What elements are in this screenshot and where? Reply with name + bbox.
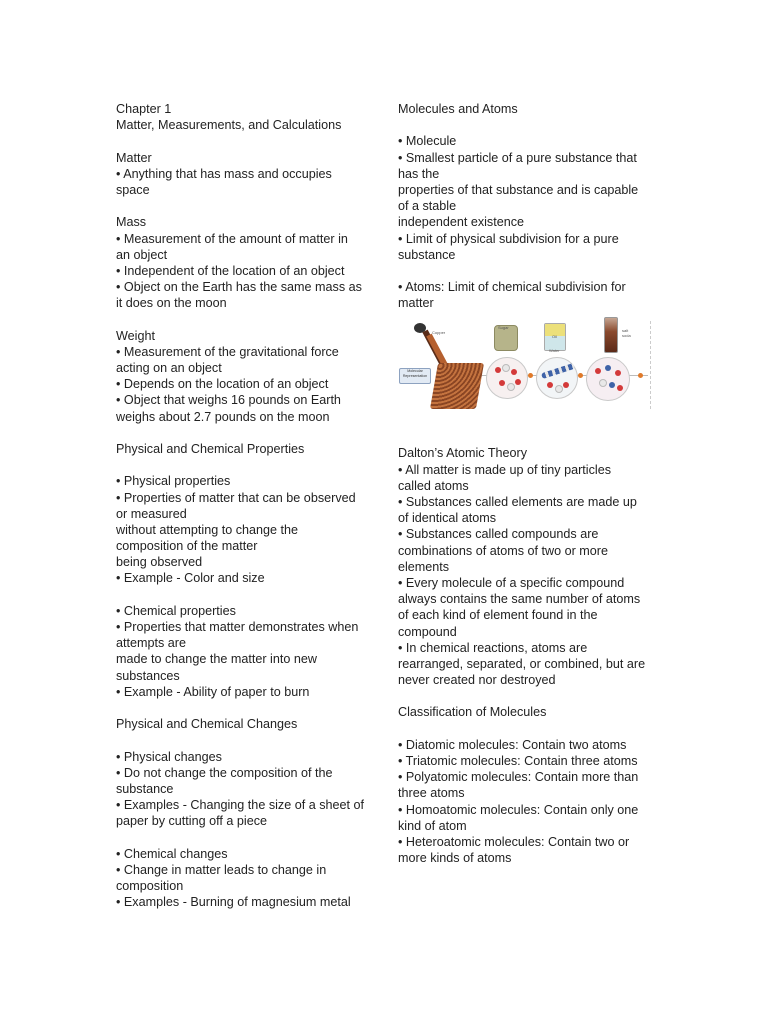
soda-glass-image (604, 317, 618, 353)
text-line: • Smallest particle of a pure substance that (398, 150, 637, 165)
label-copper: Copper (432, 330, 446, 336)
label-salt: salt (622, 328, 629, 334)
section-heading-weight: Weight (116, 328, 155, 343)
left-column (116, 101, 366, 910)
text-line: rearranged, separated, or combined, but are (398, 656, 646, 671)
text-line: • Physical changes (116, 749, 222, 764)
copper-lattice-block (430, 363, 484, 409)
section-weight (116, 328, 366, 425)
text-line: • Molecule (398, 134, 457, 149)
text-line: composition of the matter (116, 539, 258, 554)
copper-wire-image (412, 323, 428, 373)
text-line: it does on the moon (116, 296, 227, 311)
text-line: • Every molecule of a specific compound (398, 575, 625, 590)
atom-red (511, 369, 517, 375)
text-line: without attempting to change the (116, 522, 299, 537)
text-line: • Object on the Earth has the same mass as (116, 280, 362, 295)
text-line: called atoms (398, 478, 469, 493)
label-sugar: Sugar (498, 325, 509, 331)
figure-divider (650, 321, 652, 409)
text-line: compound (398, 624, 457, 639)
text-line: • Measurement of the amount of matter in (116, 231, 348, 246)
matter-subdivision-figure (398, 317, 654, 415)
atom-red (515, 379, 521, 385)
text-line: an object (116, 247, 168, 262)
atom-white (555, 385, 563, 393)
text-line: substances (116, 668, 180, 683)
text-line: never created nor destroyed (398, 673, 556, 688)
text-line: • Independent of the location of an object (116, 263, 345, 278)
section-heading-properties: Physical and Chemical Properties (116, 441, 305, 456)
connector-node (638, 373, 643, 378)
text-line: elements (398, 559, 450, 574)
text-line: • Examples - Changing the size of a sheet of (116, 798, 365, 813)
text-line: of a stable (398, 199, 457, 214)
text-line: has the (398, 166, 440, 181)
text-line: • Homoatomic molecules: Contain only one (398, 802, 639, 817)
text-line: • Polyatomic molecules: Contain more than (398, 770, 639, 785)
text-line: • Diatomic molecules: Contain two atoms (398, 737, 627, 752)
connector-node (578, 373, 583, 378)
atom-red (615, 370, 621, 376)
atom-white (502, 364, 510, 372)
text-line: combinations of atoms of two or more (398, 543, 608, 558)
section-properties (116, 441, 366, 700)
text-line: substance (398, 247, 456, 262)
text-line: • Anything that has mass and occupies (116, 166, 332, 181)
text-line: • Measurement of the gravitational force (116, 344, 339, 359)
section-changes (116, 716, 366, 910)
atom-red (499, 380, 505, 386)
atom-red (595, 368, 601, 374)
atom-red (617, 385, 623, 391)
atom-blue (605, 365, 611, 371)
oil-chain (541, 363, 575, 379)
text-line: • Depends on the location of an object (116, 377, 329, 392)
chapter-title: Matter, Measurements, and Calculations (116, 118, 342, 133)
text-line: properties of that substance and is capable (398, 182, 639, 197)
molecular-representation-box: Molecular Representation (399, 368, 431, 384)
label-oil: Oil (552, 334, 557, 340)
text-line: three atoms (398, 786, 465, 801)
text-line: • Triatomic molecules: Contain three atoms (398, 754, 638, 768)
text-line: • Examples - Burning of magnesium metal (116, 895, 351, 910)
text-line: always contains the same number of atoms (398, 592, 641, 607)
section-heading-dalton: Dalton’s Atomic Theory (398, 446, 528, 461)
text-line: more kinds of atoms (398, 851, 512, 866)
text-line: of identical atoms (398, 511, 497, 526)
text-line: • Limit of physical subdivision for a pure (398, 231, 619, 246)
text-line: attempts are (116, 636, 186, 651)
text-line: • Substances called compounds are (398, 527, 599, 542)
text-line: • All matter is made up of tiny particles (398, 462, 611, 477)
atom-red (547, 382, 553, 388)
text-line: • Chemical changes (116, 846, 228, 861)
text-line: • Chemical properties (116, 603, 236, 618)
oil-water-molecule-circle (536, 357, 578, 399)
atom-blue (609, 382, 615, 388)
section-heading-classification: Classification of Molecules (398, 705, 547, 720)
text-line: substance (116, 781, 174, 796)
text-line: or measured (116, 506, 187, 521)
section-dalton (398, 445, 654, 688)
text-line: • Do not change the composition of the (116, 765, 333, 780)
text-line: • Properties that matter demonstrates when (116, 620, 359, 634)
text-line: matter (398, 296, 434, 311)
section-heading-mass: Mass (116, 215, 147, 230)
sugar-molecule-circle (486, 357, 528, 399)
text-line: independent existence (398, 215, 525, 230)
atom-white (507, 383, 515, 391)
section-mass (116, 214, 366, 311)
text-line: • Example - Color and size (116, 571, 265, 586)
atom-red (563, 382, 569, 388)
text-line: acting on an object (116, 361, 222, 375)
section-heading-matter: Matter (116, 150, 152, 165)
text-line: weighs about 2.7 pounds on the moon (116, 409, 330, 424)
text-line: • Physical properties (116, 474, 231, 489)
text-line: space (116, 182, 150, 197)
text-line: • Properties of matter that can be observed (116, 490, 356, 505)
text-line: • Object that weighs 16 pounds on Earth (116, 393, 341, 408)
section-heading-changes: Physical and Chemical Changes (116, 717, 298, 732)
text-line: • Substances called elements are made up (398, 495, 637, 509)
right-column (398, 101, 654, 866)
text-line: paper by cutting off a piece (116, 814, 267, 829)
section-classification (398, 704, 654, 866)
label-soda: soda (622, 333, 631, 339)
section-molecules-atoms (398, 101, 654, 311)
text-line: • Example - Ability of paper to burn (116, 684, 310, 699)
salt-water-molecule-circle (586, 357, 630, 401)
text-line: composition (116, 879, 184, 893)
text-line: • Change in matter leads to change in (116, 862, 327, 877)
text-line: being observed (116, 555, 203, 570)
chapter-label: Chapter 1 (116, 102, 172, 116)
atom-red (495, 367, 501, 373)
text-line: of each kind of element found in the (398, 608, 598, 623)
connector-node (528, 373, 533, 378)
text-line: • In chemical reactions, atoms are (398, 640, 588, 655)
label-water: Water (549, 348, 560, 354)
section-heading-molecules-atoms: Molecules and Atoms (398, 102, 518, 116)
text-line: • Atoms: Limit of chemical subdivision for (398, 280, 626, 295)
text-line: kind of atom (398, 818, 467, 833)
section-matter (116, 150, 366, 199)
text-line: made to change the matter into new (116, 652, 317, 667)
atom-white (599, 379, 607, 387)
text-line: • Heteroatomic molecules: Contain two or (398, 834, 630, 849)
